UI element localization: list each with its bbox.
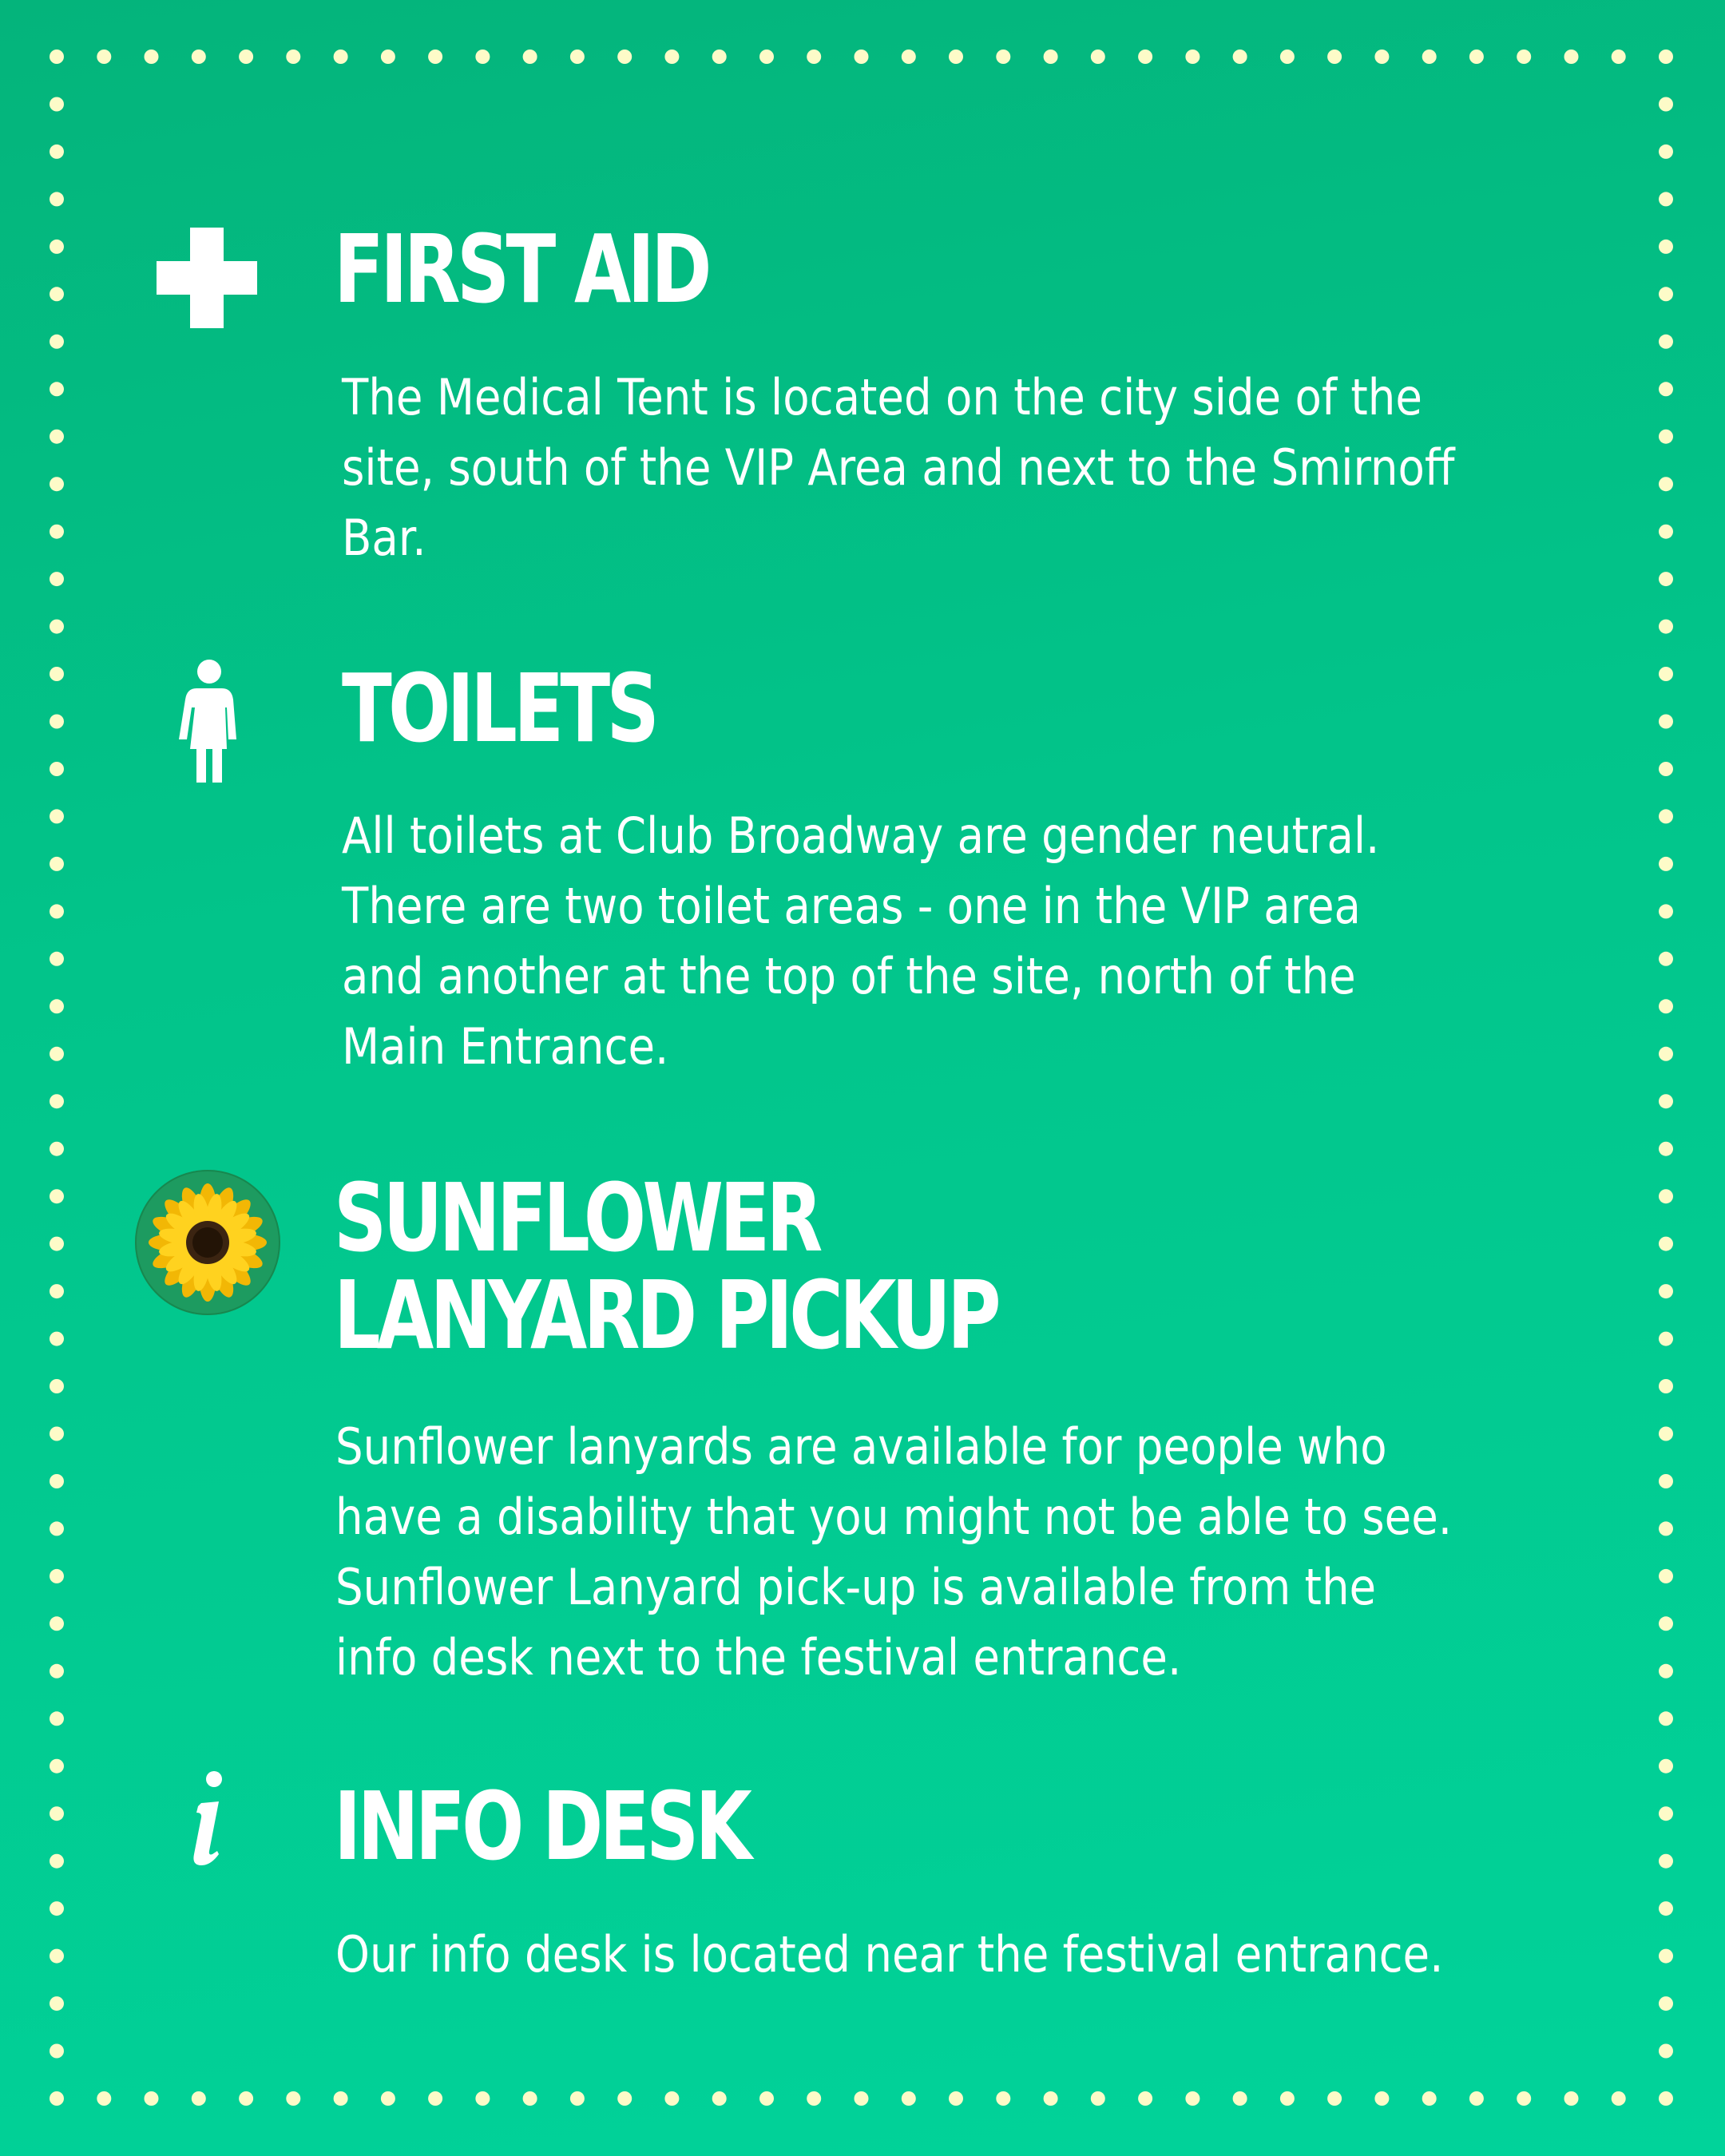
border-dot — [1659, 2044, 1673, 2059]
border-dot — [1659, 1189, 1673, 1203]
border-dot — [50, 525, 64, 539]
border-dot — [1233, 2091, 1247, 2106]
border-dot — [145, 50, 159, 64]
first-aid-heading — [334, 214, 708, 324]
border-dot — [1659, 1427, 1673, 1441]
border-dot — [570, 50, 585, 64]
border-dot — [1659, 1949, 1673, 1964]
border-dot — [1374, 2091, 1389, 2106]
border-dot — [1659, 145, 1673, 159]
border-dot — [50, 382, 64, 396]
border-dot — [145, 2091, 159, 2106]
border-dot — [855, 50, 869, 64]
border-dot — [50, 1759, 64, 1774]
border-dot — [949, 2091, 963, 2106]
border-dot — [1659, 1806, 1673, 1821]
border-dot — [50, 477, 64, 491]
border-dot — [1659, 1284, 1673, 1298]
border-dot — [1659, 287, 1673, 301]
border-dot — [617, 2091, 632, 2106]
border-dot — [1612, 2091, 1626, 2106]
sunflower-icon — [134, 1169, 281, 1316]
toilets-description — [342, 801, 1379, 1082]
border-dot — [334, 2091, 348, 2106]
border-dot — [50, 145, 64, 159]
info-desk-heading — [334, 1771, 749, 1881]
border-dot — [1233, 50, 1247, 64]
border-dot — [1138, 50, 1152, 64]
border-dot — [1659, 1237, 1673, 1251]
border-dot — [1659, 97, 1673, 112]
border-dot — [1659, 620, 1673, 634]
border-dot — [712, 2091, 727, 2106]
border-dot — [1659, 382, 1673, 396]
border-dot — [1044, 50, 1058, 64]
toilets-description-line: Main Entrance. — [342, 1017, 669, 1076]
border-dot — [1327, 2091, 1342, 2106]
border-dot — [50, 1094, 64, 1108]
border-dot — [1517, 2091, 1531, 2106]
border-dot — [192, 2091, 206, 2106]
border-dot — [50, 1806, 64, 1821]
border-dot — [1659, 50, 1673, 64]
border-dot — [949, 50, 963, 64]
border-dot — [1517, 50, 1531, 64]
border-dot — [286, 2091, 300, 2106]
border-dot — [1374, 50, 1389, 64]
border-dot — [50, 192, 64, 206]
border-dot — [1422, 50, 1437, 64]
border-dot — [1659, 1521, 1673, 1536]
border-dot — [97, 50, 111, 64]
border-dot — [1327, 50, 1342, 64]
border-dot — [1659, 667, 1673, 681]
first-aid-heading-line: FIRST AID — [334, 214, 708, 324]
border-dot — [902, 2091, 916, 2106]
sunflower-description-line: info desk next to the festival entrance. — [335, 1628, 1182, 1686]
border-dot — [1185, 50, 1200, 64]
border-dot — [1659, 477, 1673, 491]
sunflower-heading-line: SUNFLOWER — [334, 1163, 819, 1273]
border-dot — [523, 50, 537, 64]
border-dot — [1659, 952, 1673, 966]
border-dot — [1659, 1142, 1673, 1156]
border-dot — [50, 1711, 64, 1726]
person-toilet-icon — [179, 660, 236, 783]
border-dot — [50, 1379, 64, 1393]
border-dot — [1469, 2091, 1484, 2106]
border-dot — [1564, 2091, 1579, 2106]
border-dot — [1659, 1664, 1673, 1678]
border-dot — [50, 809, 64, 823]
border-dot — [902, 50, 916, 64]
border-dot — [50, 999, 64, 1013]
border-dot — [1612, 50, 1626, 64]
border-dot — [192, 50, 206, 64]
first-aid-description-line: The Medical Tent is located on the city side of the — [342, 368, 1422, 426]
sunflower-description — [335, 1412, 1452, 1693]
info-desk-description — [335, 1920, 1443, 1990]
toilets-description-line: There are two toilet areas - one in the VIP area — [342, 877, 1361, 935]
info-desk-description-line: Our info desk is located near the festival entrance. — [335, 1925, 1444, 1984]
border-dot — [1185, 2091, 1200, 2106]
border-dot — [570, 2091, 585, 2106]
border-dot — [428, 50, 442, 64]
sunflower-description-line: Sunflower Lanyard pick-up is available from the — [335, 1558, 1377, 1616]
border-dot — [1659, 715, 1673, 729]
sunflower-heading-line: LANYARD PICKUP — [334, 1260, 997, 1370]
border-dot — [1564, 50, 1579, 64]
border-dot — [664, 2091, 679, 2106]
border-dot — [50, 1616, 64, 1631]
border-dot — [523, 2091, 537, 2106]
sunflower-description-line: have a disability that you might not be able to see. — [335, 1488, 1453, 1546]
border-dot — [1659, 430, 1673, 444]
border-dot — [807, 2091, 821, 2106]
border-dot — [239, 50, 253, 64]
border-dot — [1659, 572, 1673, 586]
border-dot — [50, 620, 64, 634]
sunflower-heading — [334, 1163, 997, 1370]
border-dot — [1659, 1474, 1673, 1488]
border-dot — [50, 762, 64, 776]
border-dot — [1659, 240, 1673, 254]
border-dot — [50, 1664, 64, 1678]
border-dot — [50, 857, 64, 871]
border-dot — [1659, 525, 1673, 539]
border-dot — [807, 50, 821, 64]
border-dot — [50, 335, 64, 349]
border-dot — [50, 50, 64, 64]
border-dot — [1659, 1616, 1673, 1631]
border-dot — [1659, 1332, 1673, 1346]
border-dot — [50, 1569, 64, 1583]
border-dot — [50, 1949, 64, 1964]
info-desk-heading-line: INFO DESK — [334, 1771, 749, 1881]
border-dot — [1659, 1379, 1673, 1393]
border-dot — [475, 2091, 490, 2106]
border-dot — [50, 667, 64, 681]
first-aid-description-line: Bar. — [342, 509, 426, 567]
border-dot — [50, 1047, 64, 1061]
border-dot — [1659, 2091, 1673, 2106]
plus-cross-icon — [157, 228, 257, 328]
border-dot — [381, 50, 395, 64]
border-dot — [712, 50, 727, 64]
border-dot — [50, 430, 64, 444]
border-dot — [50, 715, 64, 729]
border-dot — [1280, 2091, 1295, 2106]
border-dot — [50, 2091, 64, 2106]
border-dot — [1659, 1711, 1673, 1726]
border-dot — [50, 572, 64, 586]
first-aid-description-line: site, south of the VIP Area and next to the Smirnoff — [342, 438, 1455, 497]
sunflower-description-line: Sunflower lanyards are available for people who — [335, 1417, 1387, 1476]
border-dot — [428, 2091, 442, 2106]
border-dot — [50, 1427, 64, 1441]
border-dot — [50, 97, 64, 112]
toilets-description-line: All toilets at Club Broadway are gender neutral. — [342, 807, 1380, 865]
border-dot — [1659, 335, 1673, 349]
border-dot — [1659, 1094, 1673, 1108]
border-dot — [1659, 1854, 1673, 1869]
border-dot — [475, 50, 490, 64]
border-dot — [1659, 904, 1673, 918]
first-aid-description — [342, 363, 1454, 573]
border-dot — [50, 1332, 64, 1346]
border-dot — [50, 1474, 64, 1488]
border-dot — [1091, 50, 1105, 64]
border-dot — [50, 287, 64, 301]
border-dot — [664, 50, 679, 64]
border-dot — [855, 2091, 869, 2106]
border-dot — [286, 50, 300, 64]
border-dot — [1659, 1759, 1673, 1774]
border-dot — [334, 50, 348, 64]
border-dot — [1659, 1996, 1673, 2011]
border-dot — [50, 2044, 64, 2059]
border-dot — [50, 1284, 64, 1298]
border-dot — [50, 1996, 64, 2011]
border-dot — [1422, 2091, 1437, 2106]
border-dot — [617, 50, 632, 64]
info-i-icon — [192, 1771, 227, 1867]
border-dot — [50, 1854, 64, 1869]
border-dot — [97, 2091, 111, 2106]
border-dot — [1659, 1569, 1673, 1583]
border-dot — [381, 2091, 395, 2106]
border-dot — [1659, 809, 1673, 823]
border-dot — [50, 1142, 64, 1156]
border-dot — [759, 50, 774, 64]
border-dot — [1659, 192, 1673, 206]
border-dot — [1659, 1901, 1673, 1916]
border-dot — [50, 904, 64, 918]
border-dot — [50, 952, 64, 966]
toilets-heading — [342, 653, 656, 763]
border-dot — [1659, 999, 1673, 1013]
border-dot — [50, 240, 64, 254]
border-dot — [996, 50, 1010, 64]
toilets-description-line: and another at the top of the site, north of the — [342, 947, 1356, 1005]
border-dot — [1138, 2091, 1152, 2106]
border-dot — [1659, 1047, 1673, 1061]
border-dot — [50, 1189, 64, 1203]
border-dot — [50, 1237, 64, 1251]
border-dot — [1280, 50, 1295, 64]
border-dot — [996, 2091, 1010, 2106]
border-dot — [1659, 857, 1673, 871]
border-dot — [1659, 762, 1673, 776]
border-dot — [759, 2091, 774, 2106]
border-dot — [50, 1901, 64, 1916]
border-dot — [50, 1521, 64, 1536]
border-dot — [239, 2091, 253, 2106]
border-dot — [1044, 2091, 1058, 2106]
border-dot — [1469, 50, 1484, 64]
border-dot — [1091, 2091, 1105, 2106]
toilets-heading-line: TOILETS — [342, 653, 656, 763]
